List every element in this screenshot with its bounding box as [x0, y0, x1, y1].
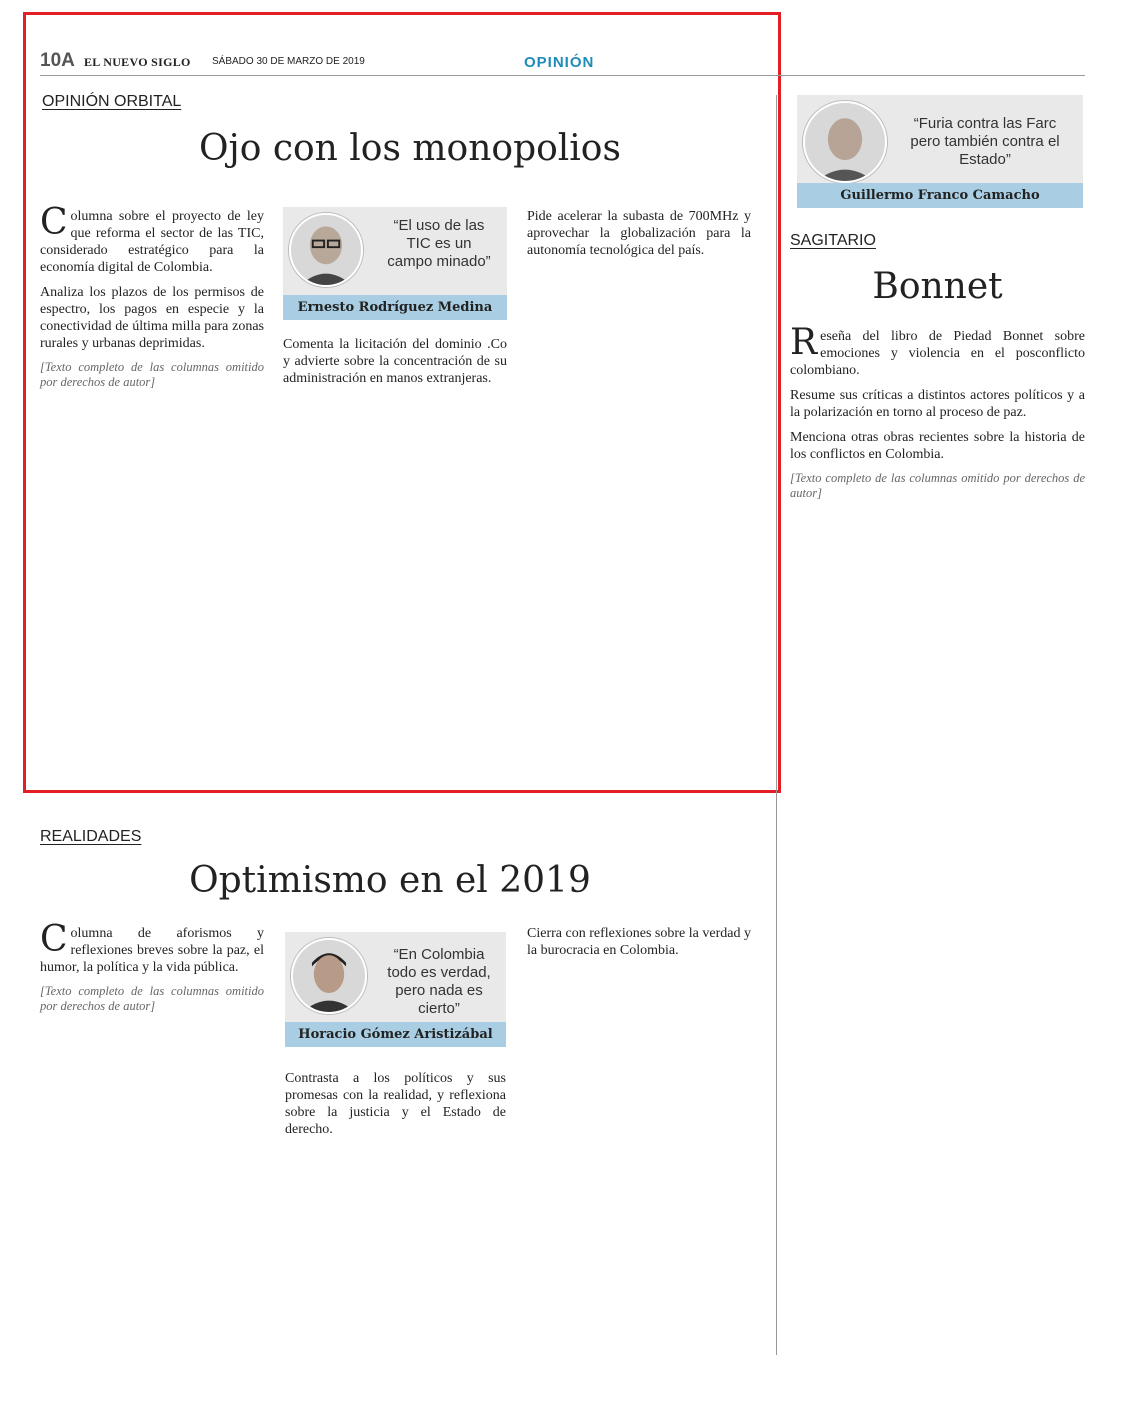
article-2-kicker: REALIDADES: [40, 828, 142, 845]
page-number: 10A: [40, 50, 75, 71]
article-3-summary-1: Reseña del libro de Piedad Bonnet sobre emociones y violencia en el posconflicto colombiano.: [790, 322, 1085, 378]
portrait-placeholder-icon: [293, 940, 365, 1012]
article-3-copyright-note: [Texto completo de las columnas omitido por derechos de autor]: [790, 471, 1085, 500]
article-1-pull-quote: “El uso de las TIC es un campo minado”: [387, 217, 491, 270]
article-3-pull-quote: “Furia contra las Farc pero también contra el Estado”: [910, 115, 1060, 168]
article-3-summary-3: Menciona otras obras recientes sobre la historia de los conflictos en Colombia.: [790, 430, 1085, 462]
article-1-summary-1: Columna sobre el proyecto de ley que reforma el sector de las TIC, considerado estratégico para la economía digital de Colombia.: [40, 202, 264, 275]
author-portrait-2: [291, 938, 367, 1014]
portrait-placeholder-icon: [291, 215, 361, 285]
issue-date: SÁBADO 30 DE MARZO DE 2019: [212, 56, 365, 67]
article-2-headline: Optimismo en el 2019: [189, 860, 591, 901]
article-2-summary-1: Columna de aforismos y reflexiones breves sobre la paz, el humor, la política y la vida pública.: [40, 919, 264, 975]
author-portrait-1: [289, 213, 363, 287]
article-1-column-1: [40, 202, 264, 398]
article-1-author: Ernesto Rodríguez Medina: [283, 295, 507, 320]
article-2-column-1: [40, 919, 264, 1022]
article-1-summary-4: Pide acelerar la subasta de 700MHz y aprovechar la globalización para la autonomía tecnológica del país.: [527, 209, 751, 258]
article-3-author: Guillermo Franco Camacho: [797, 183, 1083, 208]
article-1-summary-3: Comenta la licitación del dominio .Co y advierte sobre la concentración de su administración en manos extranjeras.: [283, 337, 507, 386]
article-2-byline-box: [285, 932, 506, 1047]
article-2-summary-3: Cierra con reflexiones sobre la verdad y la burocracia en Colombia.: [527, 926, 751, 958]
article-3-summary-2: Resume sus críticas a distintos actores políticos y a la polarización en torno al proceso de paz.: [790, 388, 1085, 420]
article-3-column: [790, 322, 1085, 509]
article-3-headline: Bonnet: [872, 266, 1003, 307]
article-2-column-3: [527, 925, 751, 967]
author-portrait-3: [803, 101, 887, 183]
article-2-author: Horacio Gómez Aristizábal: [285, 1022, 506, 1047]
article-3-kicker: SAGITARIO: [790, 232, 876, 249]
article-1-summary-2: Analiza los plazos de los permisos de espectro, los pagos en especie y la conectividad de última milla para zonas rurales y urbanas deprimidas.: [40, 285, 264, 351]
section-name: OPINIÓN: [524, 54, 595, 71]
newspaper-name: EL NUEVO SIGLO: [84, 55, 191, 69]
article-1-byline-box: [283, 207, 507, 320]
article-2-column-2: [285, 1070, 506, 1146]
portrait-placeholder-icon: [805, 103, 885, 181]
page-header: [40, 50, 1085, 76]
article-1-column-3: [527, 208, 751, 267]
article-1-headline: Ojo con los monopolios: [199, 128, 621, 169]
article-1-column-2: [283, 336, 507, 395]
article-2-pull-quote: “En Colombia todo es verdad, pero nada es cierto”: [387, 946, 491, 1017]
article-2-copyright-note: [Texto completo de las columnas omitido por derechos de autor]: [40, 984, 264, 1013]
article-1-kicker: OPINIÓN ORBITAL: [42, 93, 182, 110]
article-1-copyright-note: [Texto completo de las columnas omitido por derechos de autor]: [40, 360, 264, 389]
column-divider: [776, 95, 777, 1355]
article-3-byline-box: [797, 95, 1083, 208]
article-2-summary-2: Contrasta a los políticos y sus promesas con la realidad, y reflexiona sobre la justicia y el Estado de derecho.: [285, 1071, 506, 1137]
